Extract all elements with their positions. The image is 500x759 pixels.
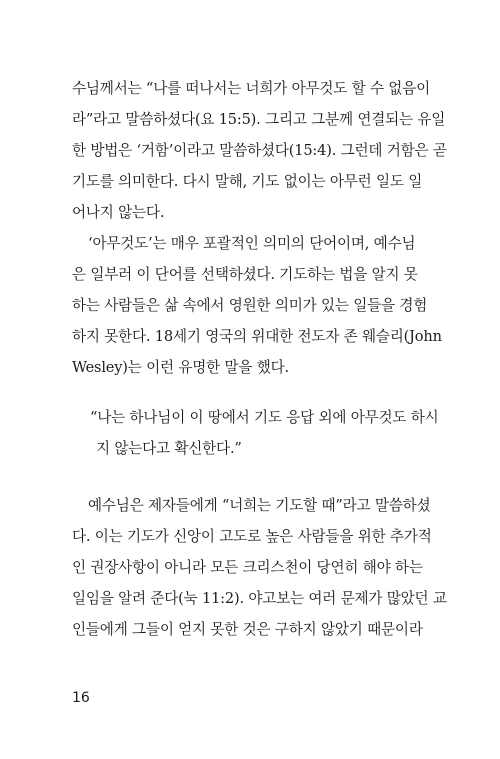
paragraph-2-line-1: ‘아무것도’는 매우 포괄적인 의미의 단어이며, 예수님 xyxy=(88,235,416,252)
paragraph-1-line-4: 기도를 의미한다. 다시 말해, 기도 없이는 아무런 일도 일 xyxy=(72,173,423,190)
quote-line-2: 지 않는다고 확신한다.” xyxy=(96,440,242,457)
paragraph-3-line-5: 인들에게 그들이 얻지 못한 것은 구하지 않았기 때문이라 xyxy=(72,621,423,638)
paragraph-3-line-2: 다. 이는 기도가 신앙이 고도로 높은 사람들을 위한 추가적 xyxy=(72,528,432,545)
paragraph-2-line-3: 하는 사람들은 삶 속에서 영원한 의미가 있는 일들을 경험 xyxy=(72,297,428,314)
paragraph-2-line-4: 하지 못한다. 18세기 영국의 위대한 전도자 존 웨슬리(John xyxy=(72,328,442,345)
paragraph-3-line-4: 일임을 알려 준다(눅 11:2). 야고보는 여러 문제가 많았던 교 xyxy=(72,590,447,607)
quote-line-1: “나는 하나님이 이 땅에서 기도 응답 외에 아무것도 하시 xyxy=(90,409,439,426)
paragraph-1-line-3: 한 방법은 ‘거함’이라고 말씀하셨다(15:4). 그런데 거함은 곧 xyxy=(72,142,447,159)
paragraph-1-line-2: 라”라고 말씀하셨다(요 15:5). 그리고 그분께 연결되는 유일 xyxy=(72,111,446,128)
paragraph-2-line-5: Wesley)는 이런 유명한 말을 했다. xyxy=(72,359,289,376)
paragraph-1-line-1: 수님께서는 “나를 떠나서는 너희가 아무것도 할 수 없음이 xyxy=(72,80,430,97)
page-number: 16 xyxy=(72,690,90,706)
paragraph-3-line-1: 예수님은 제자들에게 “너희는 기도할 때”라고 말씀하셨 xyxy=(88,497,431,514)
paragraph-1-line-5: 어나지 않는다. xyxy=(72,204,165,221)
paragraph-3-line-3: 인 권장사항이 아니라 모든 크리스천이 당연히 해야 하는 xyxy=(72,559,423,576)
paragraph-2-line-2: 은 일부러 이 단어를 선택하셨다. 기도하는 법을 알지 못 xyxy=(72,266,418,283)
